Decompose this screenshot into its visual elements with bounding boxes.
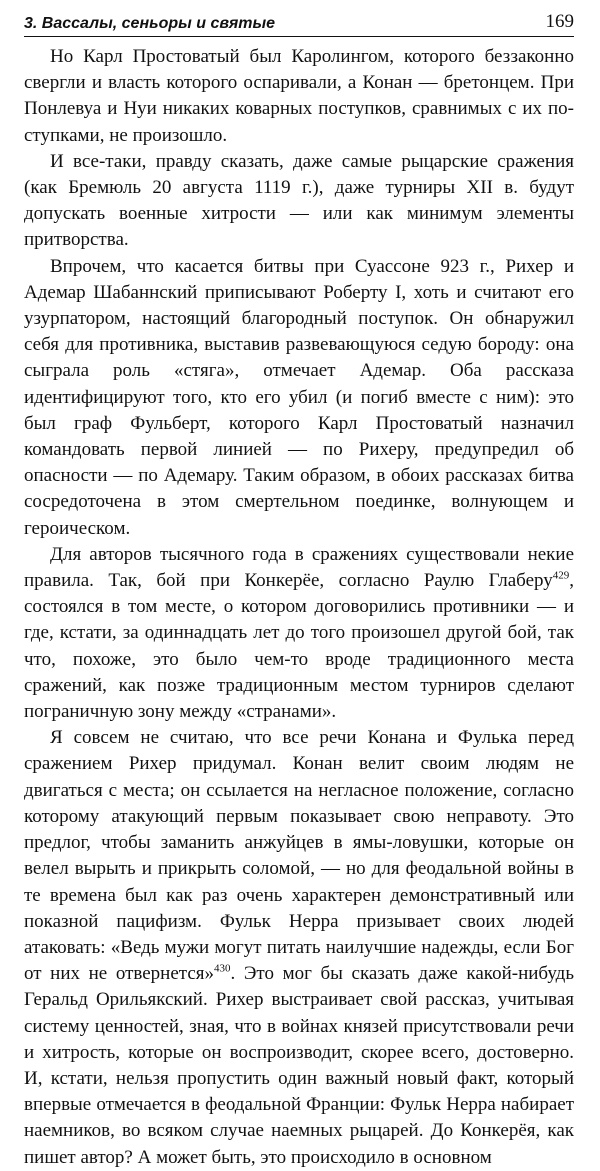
paragraph-4 xyxy=(24,542,574,725)
paragraph-text: . Это мог бы сказать даже какой-нибудь Геральд Орильякский. Рихер выстраивает свой рассказ, учитывая систему ценностей, зная, что в войнах князей присутствовали речи и хитрость, которые он воспроизводит, скорее всего, достоверно. И, кстати, нельзя пропустить один важный новый факт, который впервые отмечается в феодальной Франции: Фульк Нерра набирает наемников, во всяком случае наемных рыцарей. До Конкерёя, как пишет автор? А может быть, это происходило в основном xyxy=(24,963,574,1168)
running-header xyxy=(24,6,574,37)
paragraph-text: Для авторов тысячного года в сражениях существовали некие правила. Так, бой при Конкерёе, согласно Раулю Глаберу xyxy=(24,543,574,592)
paragraph-text: Я совсем не считаю, что все речи Конана и Фулька перед сражением Рихер придумал. Конан велит своим людям не двигаться с места; он ссылается на негласное положение, согласно которому атакующий первым показывает свою неправоту. Это предлог, чтобы заманить анжуйцев в ямы-ловушки, которые он велел вырыть и прикрыть соломой, — но для феодальной войны в те времена был как раз очень характерен демонстративный или показной пацифизм. Фульк Нерра призывает своих людей атаковать: «Ведь мужи могут питать наилучшие надежды, если Бог от них не отвернется» xyxy=(24,727,574,985)
paragraph-text: Впрочем, что касается битвы при Суассоне 923 г., Рихер и Адемар Шабаннский приписывают Роберту I, хоть и считают его узурпатором, настоящий благородный поступок. Он обнаружил себя для противника, выставив развевающуюся седую бороду: она сыграла роль «стяга», отмечает Адемар. Оба рассказа идентифицируют того, кто его убил (и погиб вместе с ним): это был граф Фульберт, которого Карл Простоватый назначил командовать первой линией — по Рихеру, предупредил об опасности — по Адемару. Таким образом, в обоих рассказах битва сосредоточена в этом смертельном поединке, волнующем и героическом. xyxy=(24,255,574,539)
footnote-ref-430[interactable]: 430 xyxy=(214,962,231,975)
page-number: 169 xyxy=(545,11,574,32)
paragraph-2 xyxy=(24,149,574,254)
paragraph-text: , состоялся в том месте, о котором договорились противники — и где, кстати, за одиннадцать лет до того произошел другой бой, так что, похоже, это было чем-то вроде традиционного места сражений, как позже традиционным местом турниров сделают пограничную зону между «странами». xyxy=(24,570,574,723)
paragraph-3 xyxy=(24,254,574,542)
paragraph-5 xyxy=(24,725,574,1170)
paragraph-text: И все-таки, правду сказать, даже самые рыцарские сражения (как Бремюль 20 августа 1119 г.), даже турниры XII в. будут допускать военные хитрости — или как минимум элементы притворства. xyxy=(24,150,574,251)
chapter-title: 3. Вассалы, сеньоры и святые xyxy=(24,15,276,32)
footnote-ref-429[interactable]: 429 xyxy=(552,569,570,582)
paragraph-1 xyxy=(24,44,574,149)
body-text xyxy=(24,44,574,1171)
paragraph-text: Но Карл Простоватый был Каролингом, которого беззаконно свергли и власть которого оспаривали, а Конан — бретонцем. При Понлевуа и Нуи никаких коварных поступков, сравнимых с их поступками, не произошло. xyxy=(24,46,574,146)
